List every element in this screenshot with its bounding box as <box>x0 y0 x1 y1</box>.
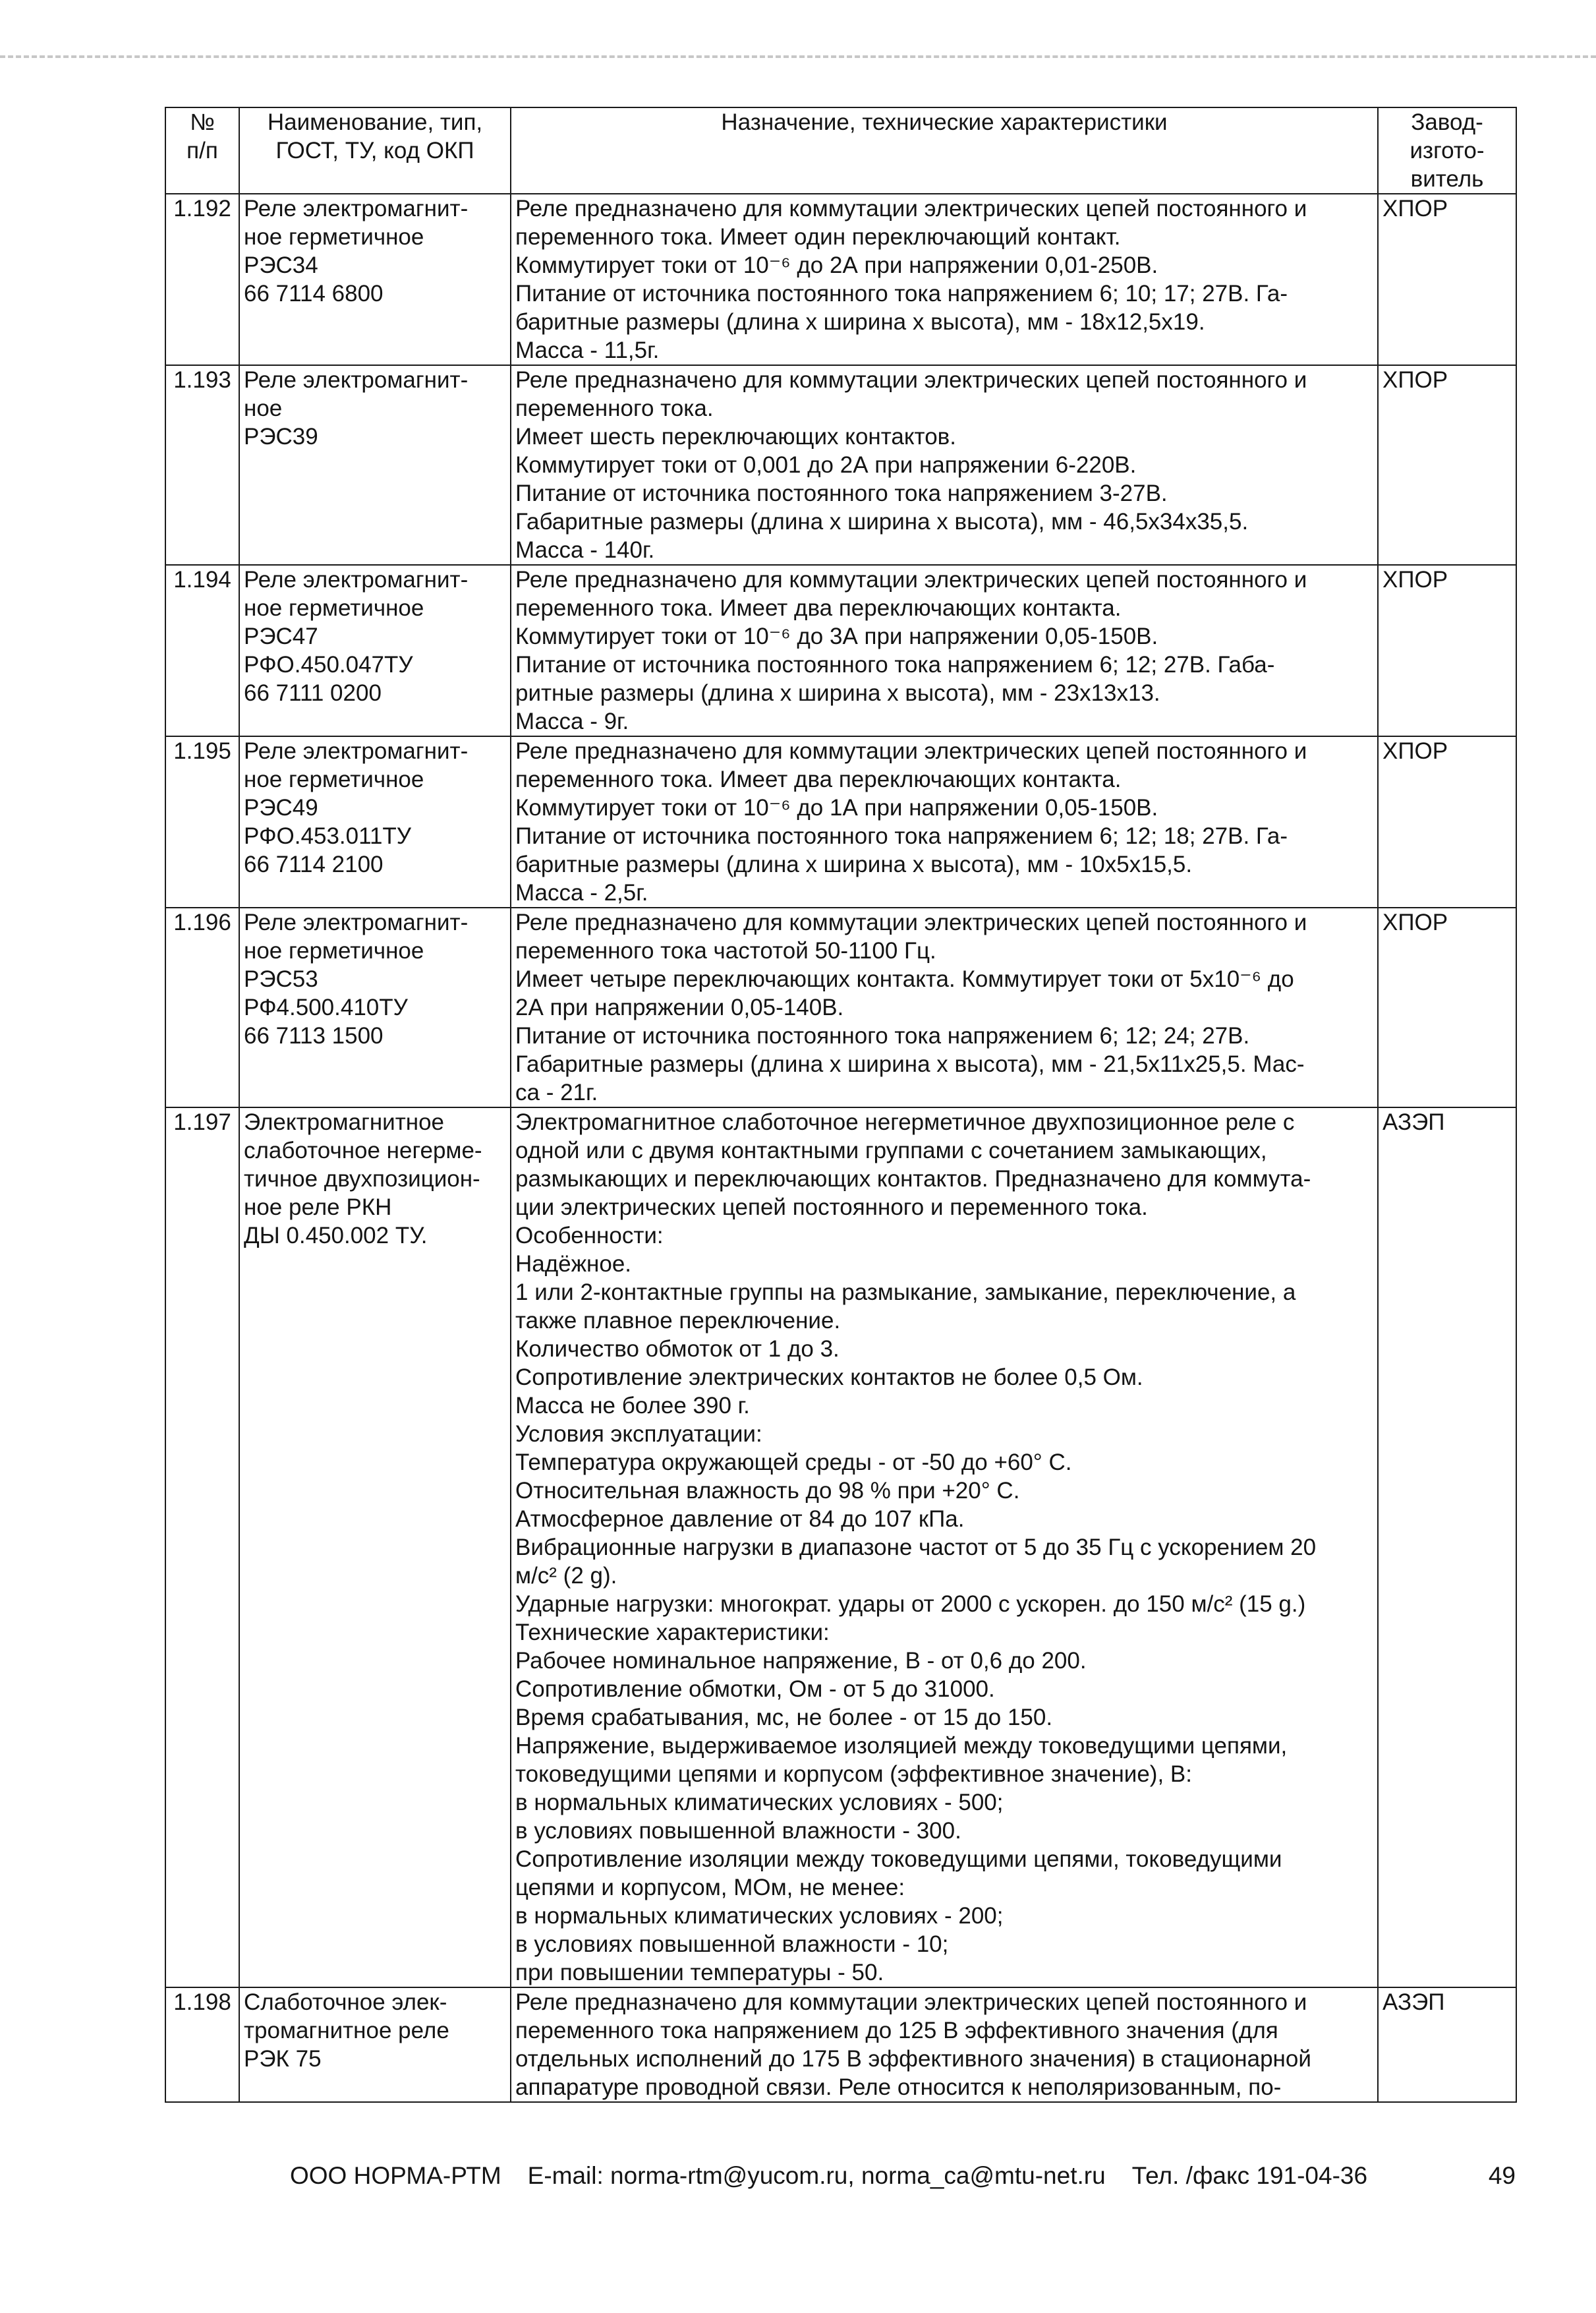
cell-description <box>511 908 1378 1107</box>
cell-num-text: 1.198 <box>173 1989 231 2015</box>
cell-maker-text: ХПОР <box>1382 910 1448 935</box>
header-maker: Завод- изгото- витель <box>1378 107 1516 194</box>
page-number: 49 <box>1488 2162 1516 2189</box>
cell-description <box>511 194 1378 365</box>
footer-company: ООО НОРМА-РТМ <box>290 2162 501 2189</box>
cell-num-text: 1.195 <box>173 738 231 764</box>
cell-maker <box>1378 1107 1516 1987</box>
cell-name-text: Реле электромагнит- ное РЭС39 <box>244 367 469 450</box>
cell-name <box>239 736 511 908</box>
cell-description <box>511 365 1378 565</box>
cell-description <box>511 736 1378 908</box>
cell-name-text: Реле электромагнит- ное герметичное РЭС47 РФО.450.047ТУ 66 7111 0200 <box>244 567 469 706</box>
cell-num <box>165 365 239 565</box>
cell-name <box>239 1987 511 2102</box>
header-name: Наименование, тип, ГОСТ, ТУ, код ОКП <box>239 107 511 194</box>
table-row <box>165 1107 1516 1987</box>
cell-num-text: 1.192 <box>173 196 231 221</box>
cell-num <box>165 1987 239 2102</box>
cell-name-text: Электромагнитное слаботочное негерме- тичное двухпозицион- ное реле РКН ДЫ 0.450.002 ТУ. <box>244 1109 482 1248</box>
cell-name <box>239 1107 511 1987</box>
cell-num-text: 1.196 <box>173 910 231 935</box>
cell-description-text: Реле предназначено для коммутации электрических цепей постоянного и переменного тока. Имеет один переключающий контакт. Коммутирует токи от 10⁻⁶ до 2А при напряжении 0,01-250В. Питание от источника постоянного тока напряжением 6; 10; 17; 27В. Га- баритные размеры (длина х ширина х высота), мм - 18х12,5х19. Масса - 11,5г. <box>515 196 1307 363</box>
header-num: № п/п <box>165 107 239 194</box>
cell-num-text: 1.193 <box>173 367 231 393</box>
cell-name <box>239 908 511 1107</box>
table-header-row <box>165 107 1516 194</box>
cell-description <box>511 1107 1378 1987</box>
cell-name-text: Реле электромагнит- ное герметичное РЭС53 РФ4.500.410ТУ 66 7113 1500 <box>244 910 469 1049</box>
cell-maker <box>1378 1987 1516 2102</box>
cell-maker <box>1378 736 1516 908</box>
cell-name-text: Реле электромагнит- ное герметичное РЭС34 66 7114 6800 <box>244 196 469 307</box>
cell-maker-text: ХПОР <box>1382 567 1448 593</box>
cell-num-text: 1.197 <box>173 1109 231 1135</box>
cell-name <box>239 365 511 565</box>
cell-description-text: Реле предназначено для коммутации электрических цепей постоянного и переменного тока. Имеет два переключающих контакта. Коммутирует токи от 10⁻⁶ до 1А при напряжении 0,05-150В. Питание от источника постоянного тока напряжением 6; 12; 18; 27В. Га- баритные размеры (длина х ширина х высота), мм - 10х5х15,5. Масса - 2,5г. <box>515 738 1307 906</box>
cell-description-text: Реле предназначено для коммутации электрических цепей постоянного и переменного тока частотой 50-1100 Гц. Имеет четыре переключающих контакта. Коммутирует токи от 5х10⁻⁶ до 2А при напряжении 0,05-140В. Питание от источника постоянного тока напряжением 6; 12; 24; 27В. Габаритные размеры (длина х ширина х высота), мм - 21,5х11х25,5. Мас- са - 21г. <box>515 910 1307 1105</box>
cell-name-text: Реле электромагнит- ное герметичное РЭС49 РФО.453.011ТУ 66 7114 2100 <box>244 738 469 877</box>
cell-maker-text: ХПОР <box>1382 738 1448 764</box>
cell-maker <box>1378 565 1516 736</box>
cell-description <box>511 1987 1378 2102</box>
cell-maker <box>1378 908 1516 1107</box>
cell-num <box>165 736 239 908</box>
header-purpose: Назначение, технические характеристики <box>511 107 1378 194</box>
table-row <box>165 908 1516 1107</box>
cell-maker <box>1378 365 1516 565</box>
cell-maker-text: АЗЭП <box>1382 1989 1445 2015</box>
cell-num <box>165 565 239 736</box>
table-row <box>165 365 1516 565</box>
catalog-table <box>165 107 1517 2103</box>
page-footer <box>290 2162 1516 2190</box>
cell-name <box>239 565 511 736</box>
cell-name-text: Слаботочное элек- тромагнитное реле РЭК 75 <box>244 1989 449 2072</box>
cell-num-text: 1.194 <box>173 567 231 593</box>
table-row <box>165 565 1516 736</box>
cell-description-text: Реле предназначено для коммутации электрических цепей постоянного и переменного тока. Имеет два переключающих контакта. Коммутирует токи от 10⁻⁶ до 3А при напряжении 0,05-150В. Питание от источника постоянного тока напряжением 6; 12; 27В. Габа- ритные размеры (длина х ширина х высота), мм - 23х13х13. Масса - 9г. <box>515 567 1307 734</box>
cell-description-text: Реле предназначено для коммутации электрических цепей постоянного и переменного тока напряжением до 125 В эффективного значения (для отдельных исполнений до 175 В эффективного значения) в стационарной аппаратуре проводной связи. Реле относится к неполяризованным, по- <box>515 1989 1311 2100</box>
cell-num <box>165 194 239 365</box>
cell-description-text: Электромагнитное слаботочное негерметичное двухпозиционное реле с одной или с двумя контактными группами с сочетанием замыкающих, размыкающих и переключающих контактов. Предназначено для коммута- ции электрических цепей постоянного и переменного тока. Особенности: Надёжное. 1 или 2-контактные группы на размыкание, замыкание, переключение, а также плавное переключение. Количество обмоток от 1 до 3. Сопротивление электрических контактов не более 0,5 Ом. Масса не более 390 г. Условия эксплуатации: Температура окружающей среды - от -50 до +60° С. Относительная влажность до 98 % при +20° С. Атмосферное давление от 84 до 107 кПа. Вибрационные нагрузки в диапазоне частот от 5 до 35 Гц с ускорением 20 м/с² (2 g). Ударные нагрузки: многократ. удары от 2000 с ускорен. до 150 м/с² (15 g.) Технические характеристики: Рабочее номинальное напряжение, В - от 0,6 до 200. Сопротивление обмотки, Ом - от 5 до 31000. Время срабатывания, мс, не более - от 15 до 150. Напряжение, выдерживаемое изоляцией между токоведущими цепями, токоведущими цепями и корпусом (эффективное значение), В: в нормальных климатических условиях - 500; в условиях повышенной влажности - 300. Сопротивление изоляции между токоведущими цепями, токоведущими цепями и корпусом, МОм, не менее: в нормальных климатических условиях - 200; в условиях повышенной влажности - 10; при повышении температуры - 50. <box>515 1109 1317 1985</box>
cell-description-text: Реле предназначено для коммутации электрических цепей постоянного и переменного тока. Имеет шесть переключающих контактов. Коммутирует токи от 0,001 до 2А при напряжении 6-220В. Питание от источника постоянного тока напряжением 3-27В. Габаритные размеры (длина х ширина х высота), мм - 46,5х34х35,5. Масса - 140г. <box>515 367 1307 563</box>
scan-edge-artifact <box>0 55 1596 58</box>
cell-maker <box>1378 194 1516 365</box>
table-row <box>165 736 1516 908</box>
cell-maker-text: ХПОР <box>1382 196 1448 221</box>
footer-email: E-mail: norma-rtm@yucom.ru, norma_ca@mtu-net.ru <box>527 2162 1106 2189</box>
table-row <box>165 194 1516 365</box>
cell-num <box>165 908 239 1107</box>
cell-description <box>511 565 1378 736</box>
table-row <box>165 1987 1516 2102</box>
cell-maker-text: ХПОР <box>1382 367 1448 393</box>
footer-phone: Тел. /факс 191-04-36 <box>1131 2162 1368 2189</box>
cell-num <box>165 1107 239 1987</box>
cell-maker-text: АЗЭП <box>1382 1109 1445 1135</box>
cell-name <box>239 194 511 365</box>
